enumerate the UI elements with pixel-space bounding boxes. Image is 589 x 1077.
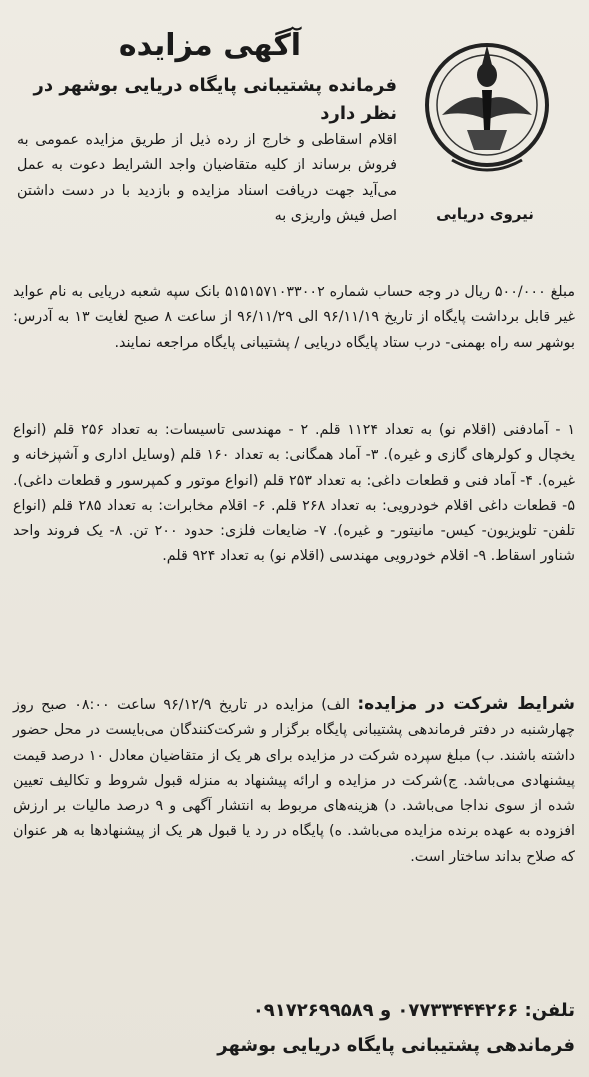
- intro-text: اقلام اسقاطی و خارج از رده ذیل از طریق مزایده عمومی به فروش برساند از کلیه متقاضیان واجد الشرایط دعوت به عمل می‌آید جهت دریافت اسناد مزایده و بازدید با در دست داشتن اصل فیش واریزی به: [17, 132, 397, 224]
- conditions-text: الف) مزایده در تاریخ ۹۶/۱۲/۹ ساعت ۰۸:۰۰ صبح روز چهارشنبه در دفتر فرماندهی پشتیبانی پایگاه برگزار و شرکت‌کنندگان می‌بایست در محل حضور داشته باشند. ب) مبلغ سپرده شرکت در مزایده برای هر یک از متقاضیان معادل ۱۰ درصد قیمت پیشنهادی می‌باشد. ج)شرکت در مزایده و ارائه پیشنهاد به منزله قبول شروط و تکالیف تعیین شده از سوی نداجا می‌باشد. د) هزینه‌های مربوط به انتشار آگهی و ۹ درصد مالیات بر ارزش افزوده به عهده برنده مزایده می‌باشد. ه) پایگاه در رد یا قبول هر یک از پیشنهادها به هر عنوان که صلاح بداند ساختار است.: [13, 697, 575, 865]
- navy-label: نیروی دریایی: [436, 205, 534, 223]
- conditions-title: شرایط شرکت در مزایده:: [357, 694, 575, 714]
- conditions-block: [13, 692, 575, 870]
- navy-emblem-icon: [412, 20, 562, 195]
- intro-heading: فرمانده پشتیبانی پایگاه دریایی بوشهر در نظر دارد: [33, 75, 397, 124]
- items-list: ۱ - آمادفنی (اقلام نو) به تعداد ۱۱۲۴ قلم. ۲ - مهندسی تاسیسات: به تعداد ۲۵۶ قلم (انواع یخچال و کولرهای گازی و غیره). ۳- آماد همگانی: به تعداد ۱۶۰ قلم (وسایل اداری و آشپزخانه و غیره). ۴- آماد فنی و قطعات داغی: به تعداد ۲۵۳ قلم (انواع موتور و کمپرسور و قطعات داغی). ۵- قطعات داغی اقلام خودرویی: به تعداد ۲۶۸ قلم. ۶- اقلام مخابرات: به تعداد ۲۸۵ قلم (انواع تلفن- تلویزیون- کیس- مانیتور- و غیره). ۷- ضایعات فلزی: حدود ۲۰۰ تن. ۸- یک فروند واحد شناور اسقاط. ۹- اقلام خودرویی مهندسی (اقلام نو) به تعداد ۹۲۴ قلم.: [13, 422, 576, 565]
- phone-line: تلفن: ۰۷۷۳۳۴۴۴۲۶۶ و ۰۹۱۷۲۶۹۹۵۸۹: [252, 1000, 575, 1021]
- payment-paragraph: مبلغ ۵۰۰/۰۰۰ ریال در وجه حساب شماره ۵۱۵۱۵۷۱۰۳۳۰۰۲ بانک سپه شعبه دریایی به نام عواید غیر قابل برداشت پایگاه از تاریخ ۹۶/۱۱/۱۹ الی ۹۶/۱۱/۲۹ از ساعت ۸ صبح لغایت ۱۳ به آدرس: بوشهر سه راه بهمنی- درب ستاد پایگاه دریایی / پشتیبانی پایگاه مراجعه نمایند.: [13, 284, 575, 351]
- ad-title: آگهی مزایده: [118, 28, 302, 63]
- footer-signature: فرماندهی پشتیبانی پایگاه دریایی بوشهر: [217, 1035, 575, 1056]
